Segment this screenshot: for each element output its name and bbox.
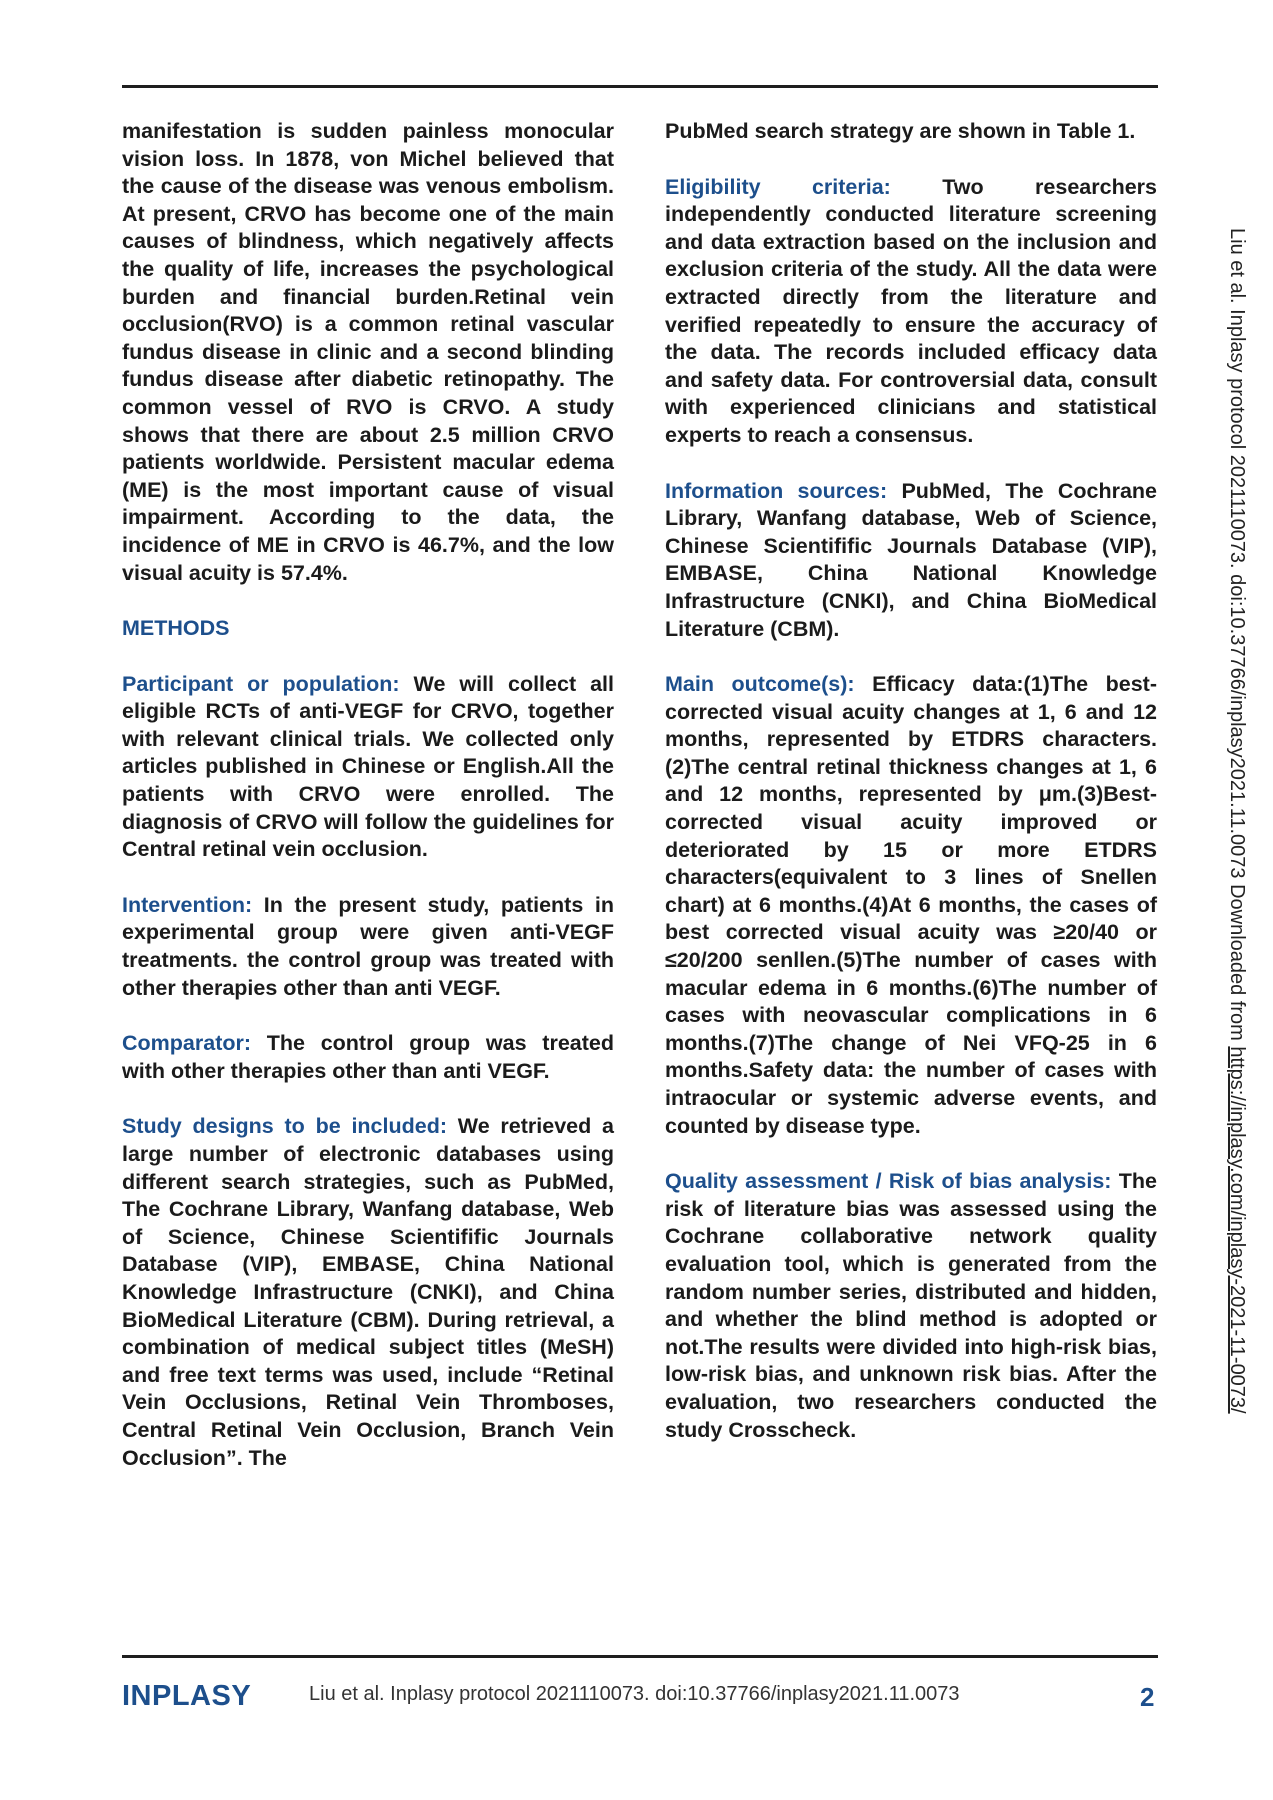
intervention-text: In the present study, patients in experimental group were given anti-VEGF treatments. the control group was treated with other therapies other than anti VEGF. [122,892,614,1000]
side-citation-link[interactable]: https://inplasy.com/inplasy-2021-11-0073/ [1226,1046,1248,1414]
eligibility-label: Eligibility criteria: [665,174,891,199]
outcome-text: Efficacy data:(1)The best-corrected visual acuity changes at 1, 6 and 12 months, represented by ETDRS characters.(2)The central retinal thickness changes at 1, 6 and 12 months, represented by μm.(3)Best-corrected visual acuity improved or deteriorated by 15 or more ETDRS characters(equivalent to 3 lines of Snellen chart) at 6 months.(4)At 6 months, the cases of best corrected visual acuity was ≥20/40 or ≤20/200 senllen.(5)The number of cases with macular edema in 6 months.(6)The number of cases with neovascular complications in 6 months.(7)The change of Nei VFQ-25 in 6 months.Safety data: the number of cases with intraocular or systemic adverse events, and counted by disease type. [665,672,1157,1138]
information-text: PubMed, The Cochrane Library, Wanfang database, Web of Science, Chinese Scientifific Journals Database (VIP), EMBASE, China National Knowledge Infrastructure (CNKI), and China BioMedical Literature (CBM). [665,478,1157,641]
information-paragraph [665,478,1157,644]
continued-paragraph: PubMed search strategy are shown in Table 1. [665,119,1136,143]
participant-paragraph [122,671,614,864]
bottom-rule [122,1655,1158,1658]
eligibility-paragraph [665,174,1157,450]
right-column [665,118,1157,1472]
participant-label: Participant or population: [122,671,400,696]
footer-citation: Liu et al. Inplasy protocol 2021110073. doi:10.37766/inplasy2021.11.0073 [309,1683,960,1705]
methods-heading [122,615,614,643]
intervention-paragraph [122,892,614,1002]
study-designs-paragraph [122,1113,614,1472]
eligibility-text: Two researchers independently conducted literature screening and data extraction based on the inclusion and exclusion criteria of the study. All the data were extracted directly from the literature and verified repeatedly to ensure the accuracy of the data. The records included efficacy data and safety data. For controversial data, consult with experienced clinicians and statistical experts to reach a consensus. [665,174,1157,447]
quality-paragraph [665,1168,1157,1444]
intervention-label: Intervention: [122,892,253,917]
top-rule [122,85,1158,88]
footer-brand: INPLASY [122,1680,252,1712]
quality-text: The risk of literature bias was assessed using the Cochrane collaborative network quality evaluation tool, which is generated from the random number series, distributed and hidden, and whether the blind method is adopted or not.The results were divided into high-risk bias, low-risk bias, and unknown risk bias. After the evaluation, two researchers conducted the study Crosscheck. [665,1169,1158,1442]
page-number: 2 [1140,1682,1155,1712]
side-citation [1225,228,1248,1414]
side-citation-text: Liu et al. Inplasy protocol 2021110073. doi:10.37766/inplasy2021.11.0073 Downloaded from [1226,228,1248,1047]
methods-heading-text: METHODS [122,616,230,641]
intro-paragraph: manifestation is sudden painless monocular vision loss. In 1878, von Michel believed that the cause of the disease was venous embolism. At present, CRVO has become one of the main causes of blindness, which negatively affects the quality of life, increases the psychological burden and financial burden.Retinal vein occlusion(RVO) is a common retinal vascular fundus disease in clinic and a second blinding fundus disease after diabetic retinopathy. The common vessel of RVO is CRVO. A study shows that there are about 2.5 million CRVO patients worldwide. Persistent macular edema (ME) is the most important cause of visual impairment. According to the data, the incidence of ME in CRVO is 46.7%, and the low visual acuity is 57.4%. [122,119,614,585]
outcome-paragraph [665,671,1157,1140]
comparator-text: The control group was treated with other therapies other than anti VEGF. [122,1031,614,1083]
left-column [122,118,614,1500]
study-designs-label: Study designs to be included: [122,1114,448,1139]
quality-label: Quality assessment / Risk of bias analysis: [665,1169,1112,1194]
participant-text: We will collect all eligible RCTs of anti-VEGF for CRVO, together with relevant clinical trials. We collected only articles published in Chinese or English.All the patients with CRVO were enrolled. The diagnosis of CRVO will follow the guidelines for Central retinal vein occlusion. [122,671,614,862]
outcome-label: Main outcome(s): [665,672,855,697]
study-designs-text: We retrieved a large number of electronic databases using different search strategies, such as PubMed, The Cochrane Library, Wanfang database, Web of Science, Chinese Scientifific Journals Database (VIP), EMBASE, China National Knowledge Infrastructure (CNKI), and China BioMedical Literature (CBM). During retrieval, a combination of medical subject titles (MeSH) and free text terms was used, include “Retinal Vein Occlusions, Retinal Vein Thromboses, Central Retinal Vein Occlusion, Branch Vein Occlusion”. The [122,1114,614,1470]
comparator-label: Comparator: [122,1031,252,1056]
comparator-paragraph [122,1030,614,1085]
information-label: Information sources: [665,478,888,503]
